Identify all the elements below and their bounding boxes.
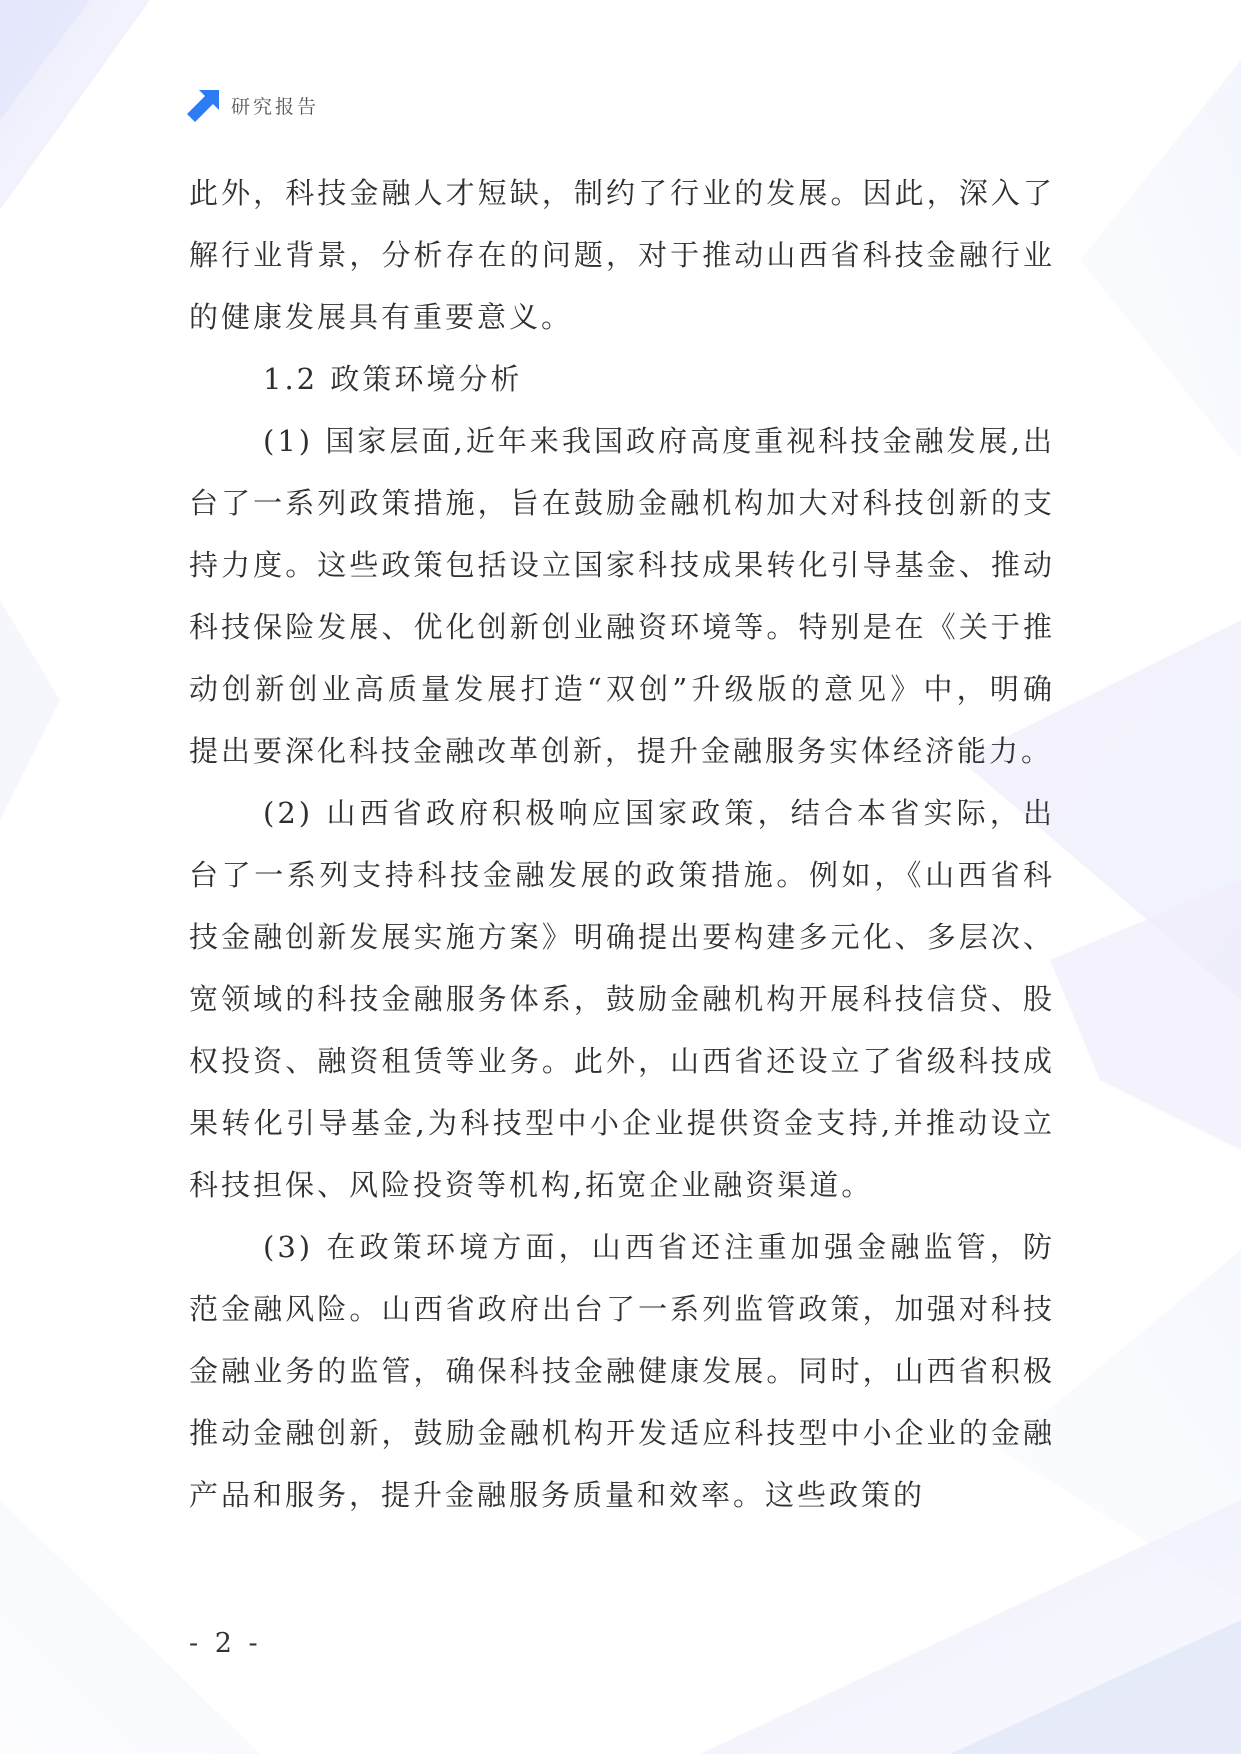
paragraph-intro-continuation: 此外，科技金融人才短缺，制约了行业的发展。因此，深入了解行业背景，分析存在的问题，对于推动山西省科技金融行业的健康发展具有重要意义。 [189,176,1055,334]
page-number: - 2 - [189,1628,262,1659]
section-heading: 1.2 政策环境分析 [263,362,523,396]
report-header [187,88,319,122]
arrow-up-right-icon [187,88,221,122]
paragraph-regulation: (3) 在政策环境方面，山西省还注重加强金融监管，防范金融风险。山西省政府出台了一系列监管政策，加强对科技金融业务的监管，确保科技金融健康发展。同时，山西省积极推动金融创新，鼓励金融机构开发适应科技型中小企业的金融产品和服务，提升金融服务质量和效率。这些政策的 [189,1230,1055,1512]
header-title: 研究报告 [231,95,320,118]
paragraph-national-policy: (1) 国家层面,近年来我国政府高度重视科技金融发展,出台了一系列政策措施，旨在鼓励金融机构加大对科技创新的支持力度。这些政策包括设立国家科技成果转化引导基金、推动科技保险发展、优化创新创业融资环境等。特别是在《关于推动创新创业高质量发展打造“双创”升级版的意见》中，明确提出要深化科技金融改革创新，提升金融服务实体经济能力。 [189,424,1055,768]
document-body [189,162,1055,1526]
paragraph-shanxi-policy: (2) 山西省政府积极响应国家政策，结合本省实际，出台了一系列支持科技金融发展的政策措施。例如，《山西省科技金融创新发展实施方案》明确提出要构建多元化、多层次、宽领域的科技金融服务体系，鼓励金融机构开展科技信贷、股权投资、融资租赁等业务。此外，山西省还设立了省级科技成果转化引导基金,为科技型中小企业提供资金支持,并推动设立科技担保、风险投资等机构,拓宽企业融资渠道。 [189,796,1055,1202]
